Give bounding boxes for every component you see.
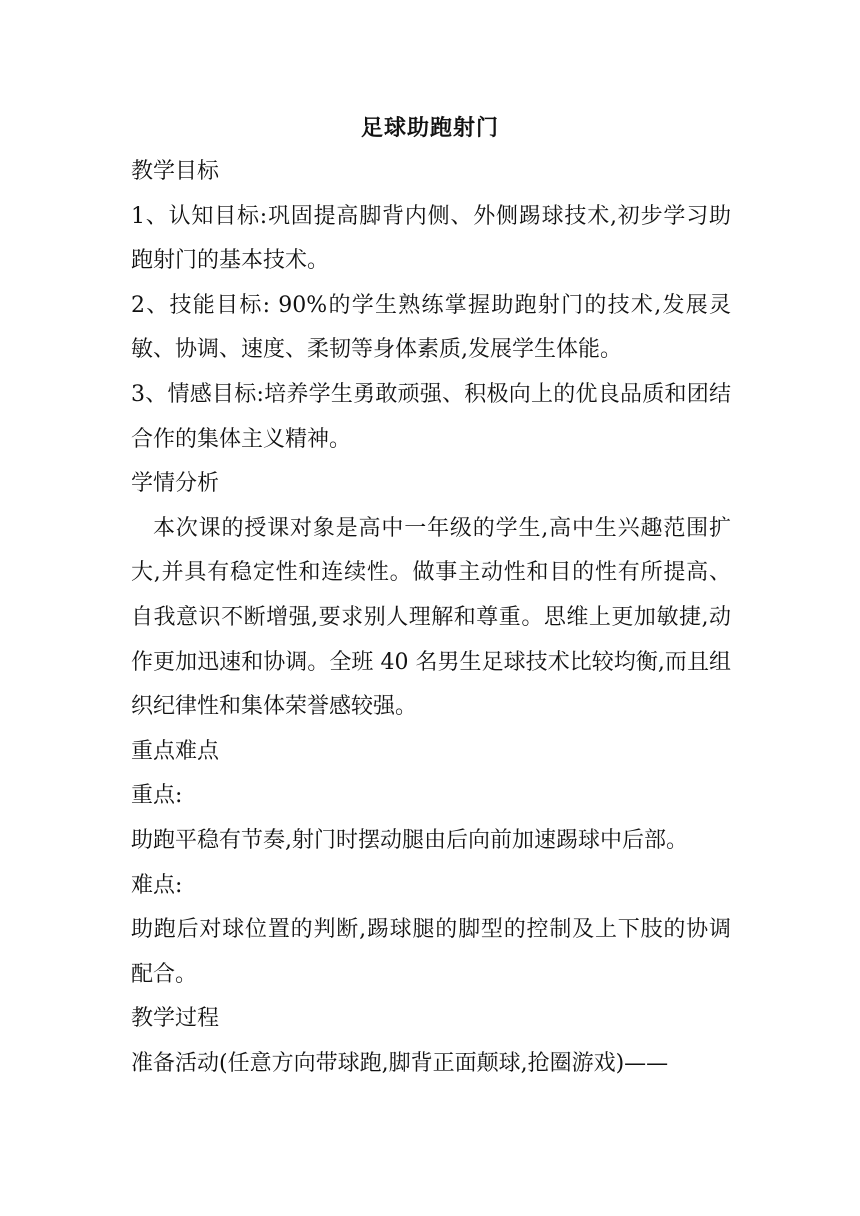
analysis-paragraph: 本次课的授课对象是高中一年级的学生,高中生兴趣范围扩大,并具有稳定性和连续性。做事主动性和目的性有所提高、自我意识不断增强,要求别人理解和尊重。思维上更加敏捷,动作更加迅速和协调。全班 40 名男生足球技术比较均衡,而且组织纪律性和集体荣誉感较强。 xyxy=(131,515,731,720)
key-point-label: 重点: xyxy=(131,783,183,809)
difficult-point-text: 助跑后对球位置的判断,踢球腿的脚型的控制及上下肢的协调配合。 xyxy=(131,917,731,987)
objective-skill: 2、技能目标: 90%的学生熟练掌握助跑射门的技术,发展灵敏、协调、速度、柔韧等身体素质,发展学生体能。 xyxy=(131,292,731,363)
objective-cognitive: 1、认知目标:巩固提高脚背内侧、外侧踢球技术,初步学习助跑射门的基本技术。 xyxy=(131,203,731,274)
document-body xyxy=(131,150,731,1086)
difficult-point-label: 难点: xyxy=(131,872,183,898)
section-heading-key-points: 重点难点 xyxy=(131,738,220,764)
section-heading-objectives: 教学目标 xyxy=(131,159,220,184)
key-point-text: 助跑平稳有节奏,射门时摆动腿由后向前加速踢球中后部。 xyxy=(131,827,688,853)
section-heading-process: 教学过程 xyxy=(131,1006,220,1032)
document-title: 足球助跑射门 xyxy=(360,115,499,141)
objective-affective: 3、情感目标:培养学生勇敢顽强、积极向上的优良品质和团结合作的集体主义精神。 xyxy=(131,381,731,452)
section-heading-analysis: 学情分析 xyxy=(131,471,220,497)
process-text: 准备活动(任意方向带球跑,脚背正面颠球,抢圈游戏)—— xyxy=(131,1050,669,1076)
